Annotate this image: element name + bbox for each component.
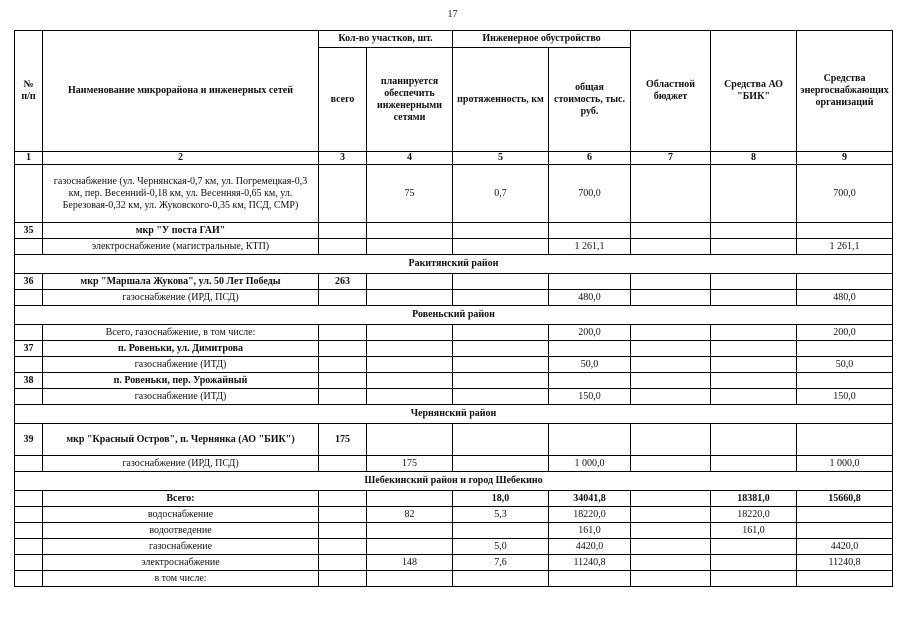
cell-total <box>319 523 367 539</box>
table-row <box>15 373 893 389</box>
cell-regional <box>631 373 711 389</box>
cell-length <box>453 373 549 389</box>
cell-regional <box>631 357 711 373</box>
cell-name: Всего: <box>43 491 319 507</box>
cell-regional <box>631 223 711 239</box>
cell-regional <box>631 290 711 306</box>
page-number: 17 <box>447 9 458 20</box>
cell-bik <box>711 341 797 357</box>
cell-length <box>453 341 549 357</box>
cell-name: электроснабжение <box>43 555 319 571</box>
cell-bik: 18220,0 <box>711 507 797 523</box>
cell-bik <box>711 357 797 373</box>
cell-cost <box>549 571 631 587</box>
col-number: 5 <box>453 152 549 165</box>
cell-bik <box>711 555 797 571</box>
cell-no <box>15 491 43 507</box>
table-row <box>15 523 893 539</box>
cell-cost <box>549 274 631 290</box>
cell-cost: 34041,8 <box>549 491 631 507</box>
cell-planned: 82 <box>367 507 453 523</box>
col-number: 4 <box>367 152 453 165</box>
table-row <box>15 357 893 373</box>
col-number: 8 <box>711 152 797 165</box>
cell-regional <box>631 165 711 223</box>
district-section-row <box>15 255 893 274</box>
cell-no: 39 <box>15 424 43 456</box>
cell-energy <box>797 523 893 539</box>
cell-bik: 18381,0 <box>711 491 797 507</box>
cell-bik <box>711 373 797 389</box>
cell-name: п. Ровеньки, ул. Димитрова <box>43 341 319 357</box>
cell-bik <box>711 274 797 290</box>
cell-cost: 1 000,0 <box>549 456 631 472</box>
cell-energy: 150,0 <box>797 389 893 405</box>
cell-no <box>15 389 43 405</box>
cell-length: 0,7 <box>453 165 549 223</box>
table-header <box>15 31 893 165</box>
cell-name: Всего, газоснабжение, в том числе: <box>43 325 319 341</box>
cell-cost: 161,0 <box>549 523 631 539</box>
cell-no: 38 <box>15 373 43 389</box>
table-row <box>15 456 893 472</box>
cell-cost: 150,0 <box>549 389 631 405</box>
cell-planned <box>367 539 453 555</box>
cell-total <box>319 341 367 357</box>
cell-planned: 75 <box>367 165 453 223</box>
table-row <box>15 507 893 523</box>
table-row <box>15 571 893 587</box>
district-section-row <box>15 306 893 325</box>
cell-name: газоснабжение (ИРД, ПСД) <box>43 456 319 472</box>
district-name: Чернянский район <box>15 405 893 424</box>
cell-total <box>319 223 367 239</box>
district-section-row <box>15 405 893 424</box>
table-row <box>15 491 893 507</box>
cell-length <box>453 223 549 239</box>
cell-no <box>15 555 43 571</box>
cell-no <box>15 165 43 223</box>
cell-length: 5,0 <box>453 539 549 555</box>
table-row <box>15 325 893 341</box>
cell-no <box>15 357 43 373</box>
cell-length <box>453 357 549 373</box>
cell-name: электроснабжение (магистральные, КТП) <box>43 239 319 255</box>
cell-energy: 50,0 <box>797 357 893 373</box>
table-row <box>15 165 893 223</box>
cell-total <box>319 165 367 223</box>
cell-length <box>453 290 549 306</box>
cell-planned: 175 <box>367 456 453 472</box>
cell-total: 263 <box>319 274 367 290</box>
cell-bik <box>711 325 797 341</box>
cell-regional <box>631 571 711 587</box>
cell-regional <box>631 555 711 571</box>
cell-energy <box>797 274 893 290</box>
column-number-row <box>15 152 893 165</box>
cell-bik <box>711 456 797 472</box>
col-number: 7 <box>631 152 711 165</box>
cell-planned <box>367 357 453 373</box>
cell-planned <box>367 290 453 306</box>
cell-bik <box>711 389 797 405</box>
cell-cost <box>549 341 631 357</box>
cell-planned <box>367 223 453 239</box>
cell-length <box>453 274 549 290</box>
cell-regional <box>631 325 711 341</box>
table-row <box>15 290 893 306</box>
col-number: 3 <box>319 152 367 165</box>
cell-energy <box>797 424 893 456</box>
cell-name: газоснабжение (ул. Чернянская-0,7 км, ул. Погремецкая-0,3 км, пер. Весенний-0,18 км, ул. Весенняя-0,65 км, ул. Березовая-0,32 км, ул. Жуковского-0,35 км, ПСД, СМР) <box>43 165 319 223</box>
cell-total <box>319 539 367 555</box>
cell-name: мкр "Красный Остров", п. Чернянка (АО "БИК") <box>43 424 319 456</box>
cell-planned <box>367 239 453 255</box>
cell-planned <box>367 325 453 341</box>
cell-bik <box>711 424 797 456</box>
cell-length <box>453 424 549 456</box>
cell-regional <box>631 523 711 539</box>
cell-length: 18,0 <box>453 491 549 507</box>
cell-bik: 161,0 <box>711 523 797 539</box>
cell-planned <box>367 389 453 405</box>
cell-no <box>15 507 43 523</box>
cell-no <box>15 290 43 306</box>
cell-planned <box>367 341 453 357</box>
cell-energy: 15660,8 <box>797 491 893 507</box>
cell-name: мкр "Маршала Жукова", ул. 50 Лет Победы <box>43 274 319 290</box>
header-num: № п/п <box>15 31 43 152</box>
cell-no: 36 <box>15 274 43 290</box>
cell-cost <box>549 223 631 239</box>
cell-planned <box>367 274 453 290</box>
cell-planned: 148 <box>367 555 453 571</box>
district-name: Ракитянский район <box>15 255 893 274</box>
district-name: Ровеньский район <box>15 306 893 325</box>
cell-name: газоснабжение (ИТД) <box>43 357 319 373</box>
cell-length: 7,6 <box>453 555 549 571</box>
cell-cost: 1 261,1 <box>549 239 631 255</box>
cell-regional <box>631 341 711 357</box>
header-planned: планируется обеспечить инженерными сетями <box>367 48 453 152</box>
cell-length <box>453 456 549 472</box>
cell-energy: 1 000,0 <box>797 456 893 472</box>
header-energy-funds: Средства энергоснабжающих организаций <box>797 31 893 152</box>
cell-bik <box>711 571 797 587</box>
cell-energy <box>797 341 893 357</box>
cell-regional <box>631 507 711 523</box>
district-section-row <box>15 472 893 491</box>
header-name: Наименование микрорайона и инженерных сетей <box>43 31 319 152</box>
cell-regional <box>631 389 711 405</box>
header-total: всего <box>319 48 367 152</box>
cell-cost <box>549 424 631 456</box>
cell-no: 37 <box>15 341 43 357</box>
cell-no <box>15 456 43 472</box>
cell-name: газоснабжение (ИТД) <box>43 389 319 405</box>
cell-total <box>319 239 367 255</box>
cell-energy: 4420,0 <box>797 539 893 555</box>
cell-no <box>15 325 43 341</box>
table-row <box>15 555 893 571</box>
cell-bik <box>711 239 797 255</box>
cell-regional <box>631 239 711 255</box>
cell-length <box>453 389 549 405</box>
header-length: протяженность, км <box>453 48 549 152</box>
cell-length: 5,3 <box>453 507 549 523</box>
cell-energy: 480,0 <box>797 290 893 306</box>
cell-name: водоснабжение <box>43 507 319 523</box>
table-row <box>15 341 893 357</box>
cell-energy: 200,0 <box>797 325 893 341</box>
cell-length <box>453 523 549 539</box>
col-number: 9 <box>797 152 893 165</box>
cell-bik <box>711 539 797 555</box>
header-engineering: Инженерное обустройство <box>453 31 631 48</box>
cell-total <box>319 571 367 587</box>
header-plot-count: Кол-во участков, шт. <box>319 31 453 48</box>
cell-length <box>453 239 549 255</box>
cell-cost: 18220,0 <box>549 507 631 523</box>
cell-cost: 11240,8 <box>549 555 631 571</box>
cell-total: 175 <box>319 424 367 456</box>
cell-name: газоснабжение (ИРД, ПСД) <box>43 290 319 306</box>
cell-regional <box>631 274 711 290</box>
cell-bik <box>711 165 797 223</box>
cell-energy <box>797 507 893 523</box>
cell-total <box>319 290 367 306</box>
cell-regional <box>631 456 711 472</box>
table-row <box>15 424 893 456</box>
cell-no <box>15 539 43 555</box>
cell-energy <box>797 223 893 239</box>
cell-no <box>15 571 43 587</box>
cell-total <box>319 325 367 341</box>
cell-length <box>453 325 549 341</box>
cell-cost: 480,0 <box>549 290 631 306</box>
cell-total <box>319 357 367 373</box>
cell-name: в том числе: <box>43 571 319 587</box>
header-bik-funds: Средства АО "БИК" <box>711 31 797 152</box>
cell-cost: 50,0 <box>549 357 631 373</box>
cell-bik <box>711 223 797 239</box>
cell-name: мкр "У поста ГАИ" <box>43 223 319 239</box>
cell-total <box>319 373 367 389</box>
cell-planned <box>367 424 453 456</box>
cell-regional <box>631 539 711 555</box>
table-row <box>15 389 893 405</box>
cell-total <box>319 507 367 523</box>
cell-regional <box>631 491 711 507</box>
table-row <box>15 274 893 290</box>
cell-name: газоснабжение <box>43 539 319 555</box>
cell-energy: 700,0 <box>797 165 893 223</box>
cell-total <box>319 555 367 571</box>
cell-energy <box>797 373 893 389</box>
table-row <box>15 223 893 239</box>
cell-planned <box>367 571 453 587</box>
cell-energy: 1 261,1 <box>797 239 893 255</box>
header-cost: общая стоимость, тыс. руб. <box>549 48 631 152</box>
cell-no: 35 <box>15 223 43 239</box>
cell-no <box>15 523 43 539</box>
cell-length <box>453 571 549 587</box>
infrastructure-table <box>14 30 893 587</box>
cell-planned <box>367 373 453 389</box>
cell-bik <box>711 290 797 306</box>
cell-cost: 700,0 <box>549 165 631 223</box>
cell-total <box>319 491 367 507</box>
cell-planned <box>367 491 453 507</box>
cell-planned <box>367 523 453 539</box>
cell-name: п. Ровеньки, пер. Урожайный <box>43 373 319 389</box>
header-regional-budget: Областной бюджет <box>631 31 711 152</box>
col-number: 6 <box>549 152 631 165</box>
table-body <box>15 165 893 587</box>
cell-total <box>319 456 367 472</box>
cell-name: водоотведение <box>43 523 319 539</box>
cell-energy: 11240,8 <box>797 555 893 571</box>
cell-regional <box>631 424 711 456</box>
col-number: 2 <box>43 152 319 165</box>
col-number: 1 <box>15 152 43 165</box>
table-row <box>15 539 893 555</box>
cell-total <box>319 389 367 405</box>
cell-cost: 4420,0 <box>549 539 631 555</box>
cell-cost <box>549 373 631 389</box>
cell-cost: 200,0 <box>549 325 631 341</box>
table-row <box>15 239 893 255</box>
cell-energy <box>797 571 893 587</box>
district-name: Шебекинский район и город Шебекино <box>15 472 893 491</box>
cell-no <box>15 239 43 255</box>
